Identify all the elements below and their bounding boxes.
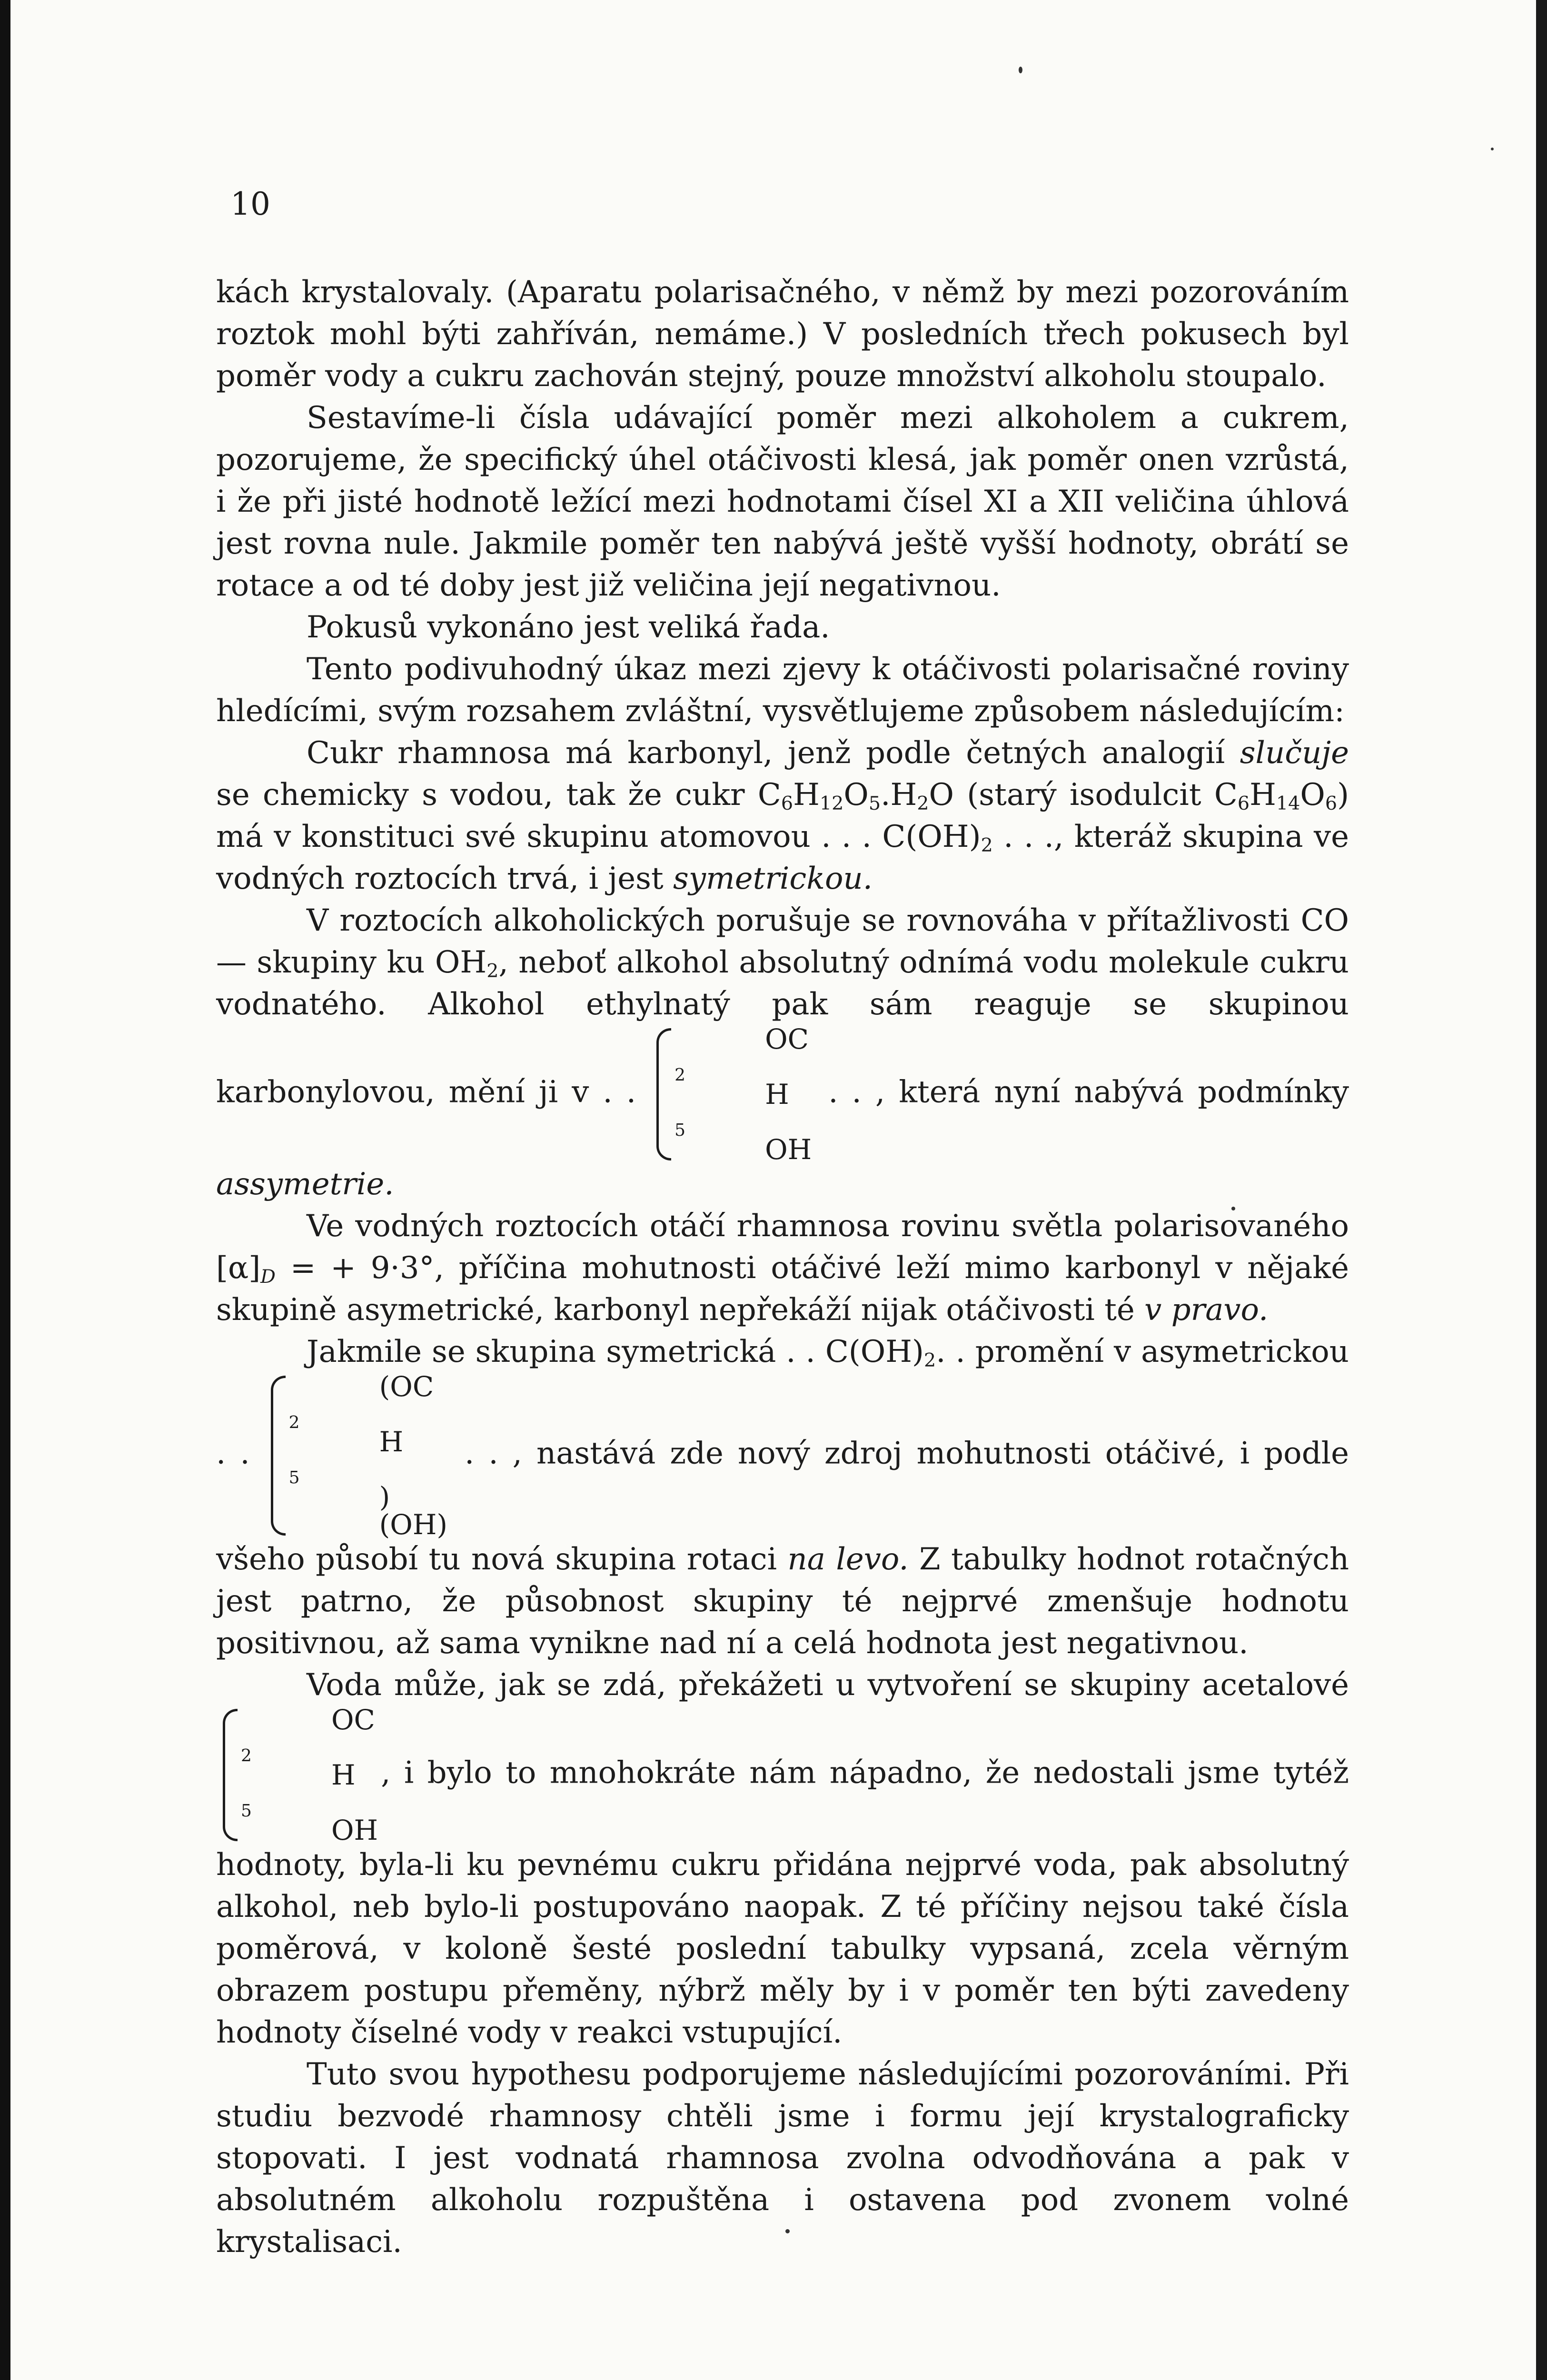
paragraph-10: Tuto svou hypothesu podporujeme následujícími pozorováními. Při studiu bezvodé rhamnosy chtěli jsme i formu její krystalograficky stopovati. I jest vodnatá rhamnosa zvolna odvodňována a pak v absolutném alkoholu rozpuštěna i ostavena pod zvonem volné krystalisaci. <box>216 2057 1349 2260</box>
paragraph-1: kách krystalovaly. (Aparatu polarisačného, v němž by mezi pozorováním roztok mohl býti zahříván, nemáme.) V posledních třech pokusech byl poměr vody a cukru zachován stejný, pouze množství alkoholu stoupalo. <box>216 275 1349 394</box>
emphasis: na levo. <box>787 1542 909 1577</box>
page-number: 10 <box>230 186 270 222</box>
scan-edge-left <box>0 0 10 2380</box>
emphasis: slučuje <box>1240 735 1349 771</box>
paragraph-4: Tento podivuhodný úkaz mezi zjevy k otáčivosti polarisačné roviny hledícími, svým rozsahem zvláštní, vysvětlujeme způsobem následujícím: <box>216 652 1349 729</box>
formula-brace-acetal-group: OC $_2$ H $_5$ OH <box>219 1706 378 1844</box>
formula-isodulcit: $C_6H_{14}O_6$) <box>1214 777 1349 814</box>
book-page <box>10 0 1536 2380</box>
paragraph-7: Ve vodných roztocích otáčí rhamnosa rovinu světla polarisovaného $[\alpha]_D$ = + 9·3°, příčina mohutnosti otáčivé leží mimo karbonyl v nějaké skupině asymetrické, karbonyl nepřekáží nijak otáčivosti té v pravo. <box>216 1209 1349 1328</box>
formula-brace-asymmetric: (OC $_2$ H $_5$ ) (OH) <box>267 1373 447 1538</box>
formula-brace-acetal: OC $_2$ H $_5$ OH <box>653 1025 812 1163</box>
specific-rotation-symbol: $[\alpha]_D$ <box>216 1250 276 1288</box>
emphasis: symetrickou. <box>673 861 873 896</box>
paragraph-8: Jakmile se skupina symetrická . . $C(OH)_2$. . promění v asymetrickou . . (OC $_2$ H $_5$ ) (OH) . . , nastává zde nový zdroj mohutnosti otáčivé, i podle všeho působí tu nová skupina rotaci na levo. Z tabulky hodnot rotačných jest patrno, že působnost skupiny té nejprvé zmenšuje hodnotu positivnou, až sama vynikne nad ní a celá hodnota jest negativnou. <box>216 1334 1349 1661</box>
paragraph-9: Voda může, jak se zdá, překážeti u vytvoření se skupiny acetalové OC $_2$ H $_5$ OH , i bylo to mnohokráte nám nápadno, že nedostali jsme tytéž hodnoty, byla-li ku pevnému cukru přidána nejprvé voda, pak absolutný alkohol, neb bylo-li postupováno naopak. Z té příčiny nejsou také čísla poměrová, v koloně šesté poslední tabulky vypsaná, zcela věrným obrazem postupu přeměny, nýbrž měly by i v poměr ten býti zavedeny hodnoty číselné vody v reakci vstupující. <box>216 1667 1349 2050</box>
paragraph-6: V roztocích alkoholických porušuje se rovnováha v přítažlivosti CO — skupiny ku $OH_2$, neboť alkohol absolutný odnímá vodu molekule cukru vodnatého. Alkohol ethylnatý pak sám reaguje se skupinou karbonylovou, mění ji v . . OC $_2$ H $_5$ OH . . , která nyní nabývá podmínky assymetrie. <box>216 903 1349 1202</box>
scan-speck <box>1491 148 1494 150</box>
emphasis: v pravo. <box>1144 1292 1269 1328</box>
formula-sugar-hydrate: $C_6H_{12}O_5.H_2O$ <box>757 777 954 814</box>
scan-edge-right <box>1536 0 1547 2380</box>
body-text <box>216 0 1349 2263</box>
paragraph-2: Sestavíme-li čísla udávající poměr mezi alkoholem a cukrem, pozorujeme, že specifický úhel otáčivosti klesá, jak poměr onen vzrůstá, i že při jisté hodnotě ležící mezi hodnotami čísel XI a XII veličina úhlová jest rovna nule. Jakmile poměr ten nabývá ještě vyšší hodnoty, obrátí se rotace a od té doby jest již veličina její negativnou. <box>216 400 1349 603</box>
emphasis: assymetrie. <box>216 1167 394 1202</box>
paragraph-3: Pokusů vykonáno jest veliká řada. <box>307 610 830 645</box>
paragraph-5: Cukr rhamnosa má karbonyl, jenž podle četných analogií slučuje se chemicky s vodou, tak že cukr $C_6H_{12}O_5.H_2O$ (starý isodulcit $C_6H_{14}O_6$) má v konstituci své skupinu atomovou . . . $C(OH)_2$ . . ., kteráž skupina ve vodných roztocích trvá, i jest symetrickou. <box>216 735 1349 896</box>
